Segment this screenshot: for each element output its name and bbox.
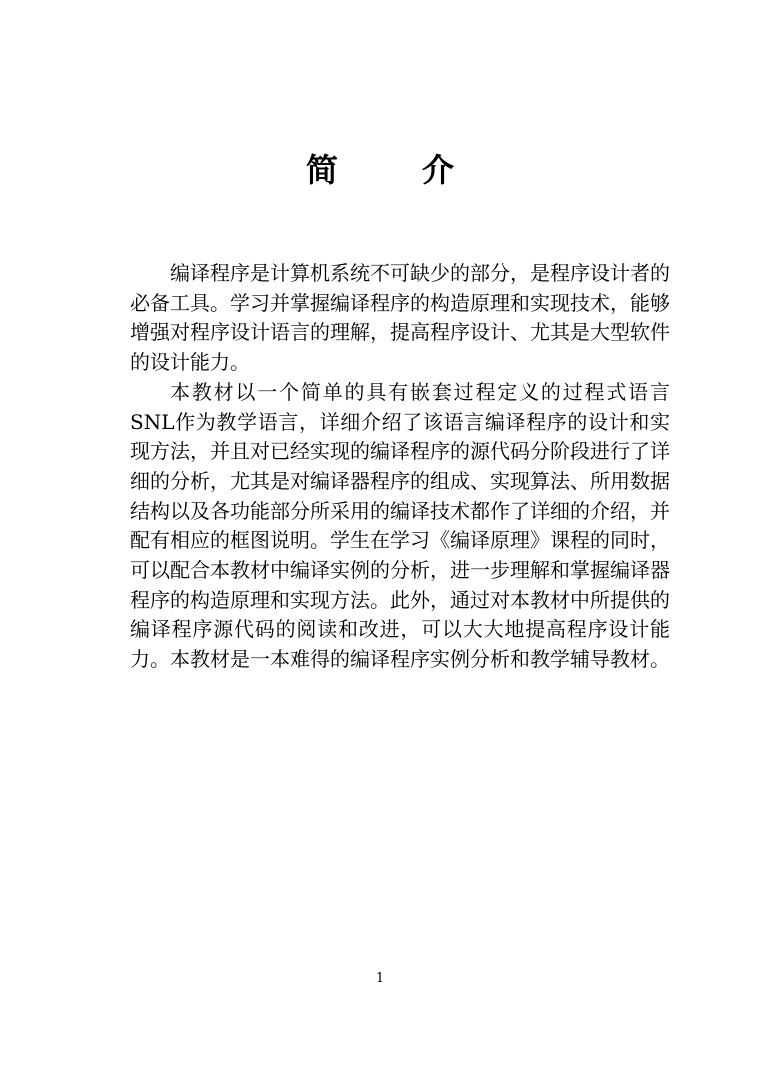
body-text: [130, 259, 670, 675]
paragraph-2: 本教材以一个简单的具有嵌套过程定义的过程式语言SNL作为教学语言，详细介绍了该语言编译程序的设计和实现方法，并且对已经实现的编译程序的源代码分阶段进行了详细的分析，尤其是对编译器程序的组成、实现算法、所用数据结构以及各功能部分所采用的编译技术都作了详细的介绍，并配有相应的框图说明。学生在学习《编译原理》课程的同时，可以配合本教材中编译实例的分析，进一步理解和掌握编译器程序的构造原理和实现方法。此外，通过对本教材中所提供的编译程序源代码的阅读和改进，可以大大地提高程序设计能力。本教材是一本难得的编译程序实例分析和教学辅导教材。: [130, 379, 670, 672]
page-number: 1: [375, 971, 385, 986]
paragraph-1: 编译程序是计算机系统不可缺少的部分，是程序设计者的必备工具。学习并掌握编译程序的构造原理和实现技术，能够增强对程序设计语言的理解，提高程序设计、尤其是大型软件的设计能力。: [130, 261, 670, 375]
page-title: 简 介: [305, 151, 480, 189]
